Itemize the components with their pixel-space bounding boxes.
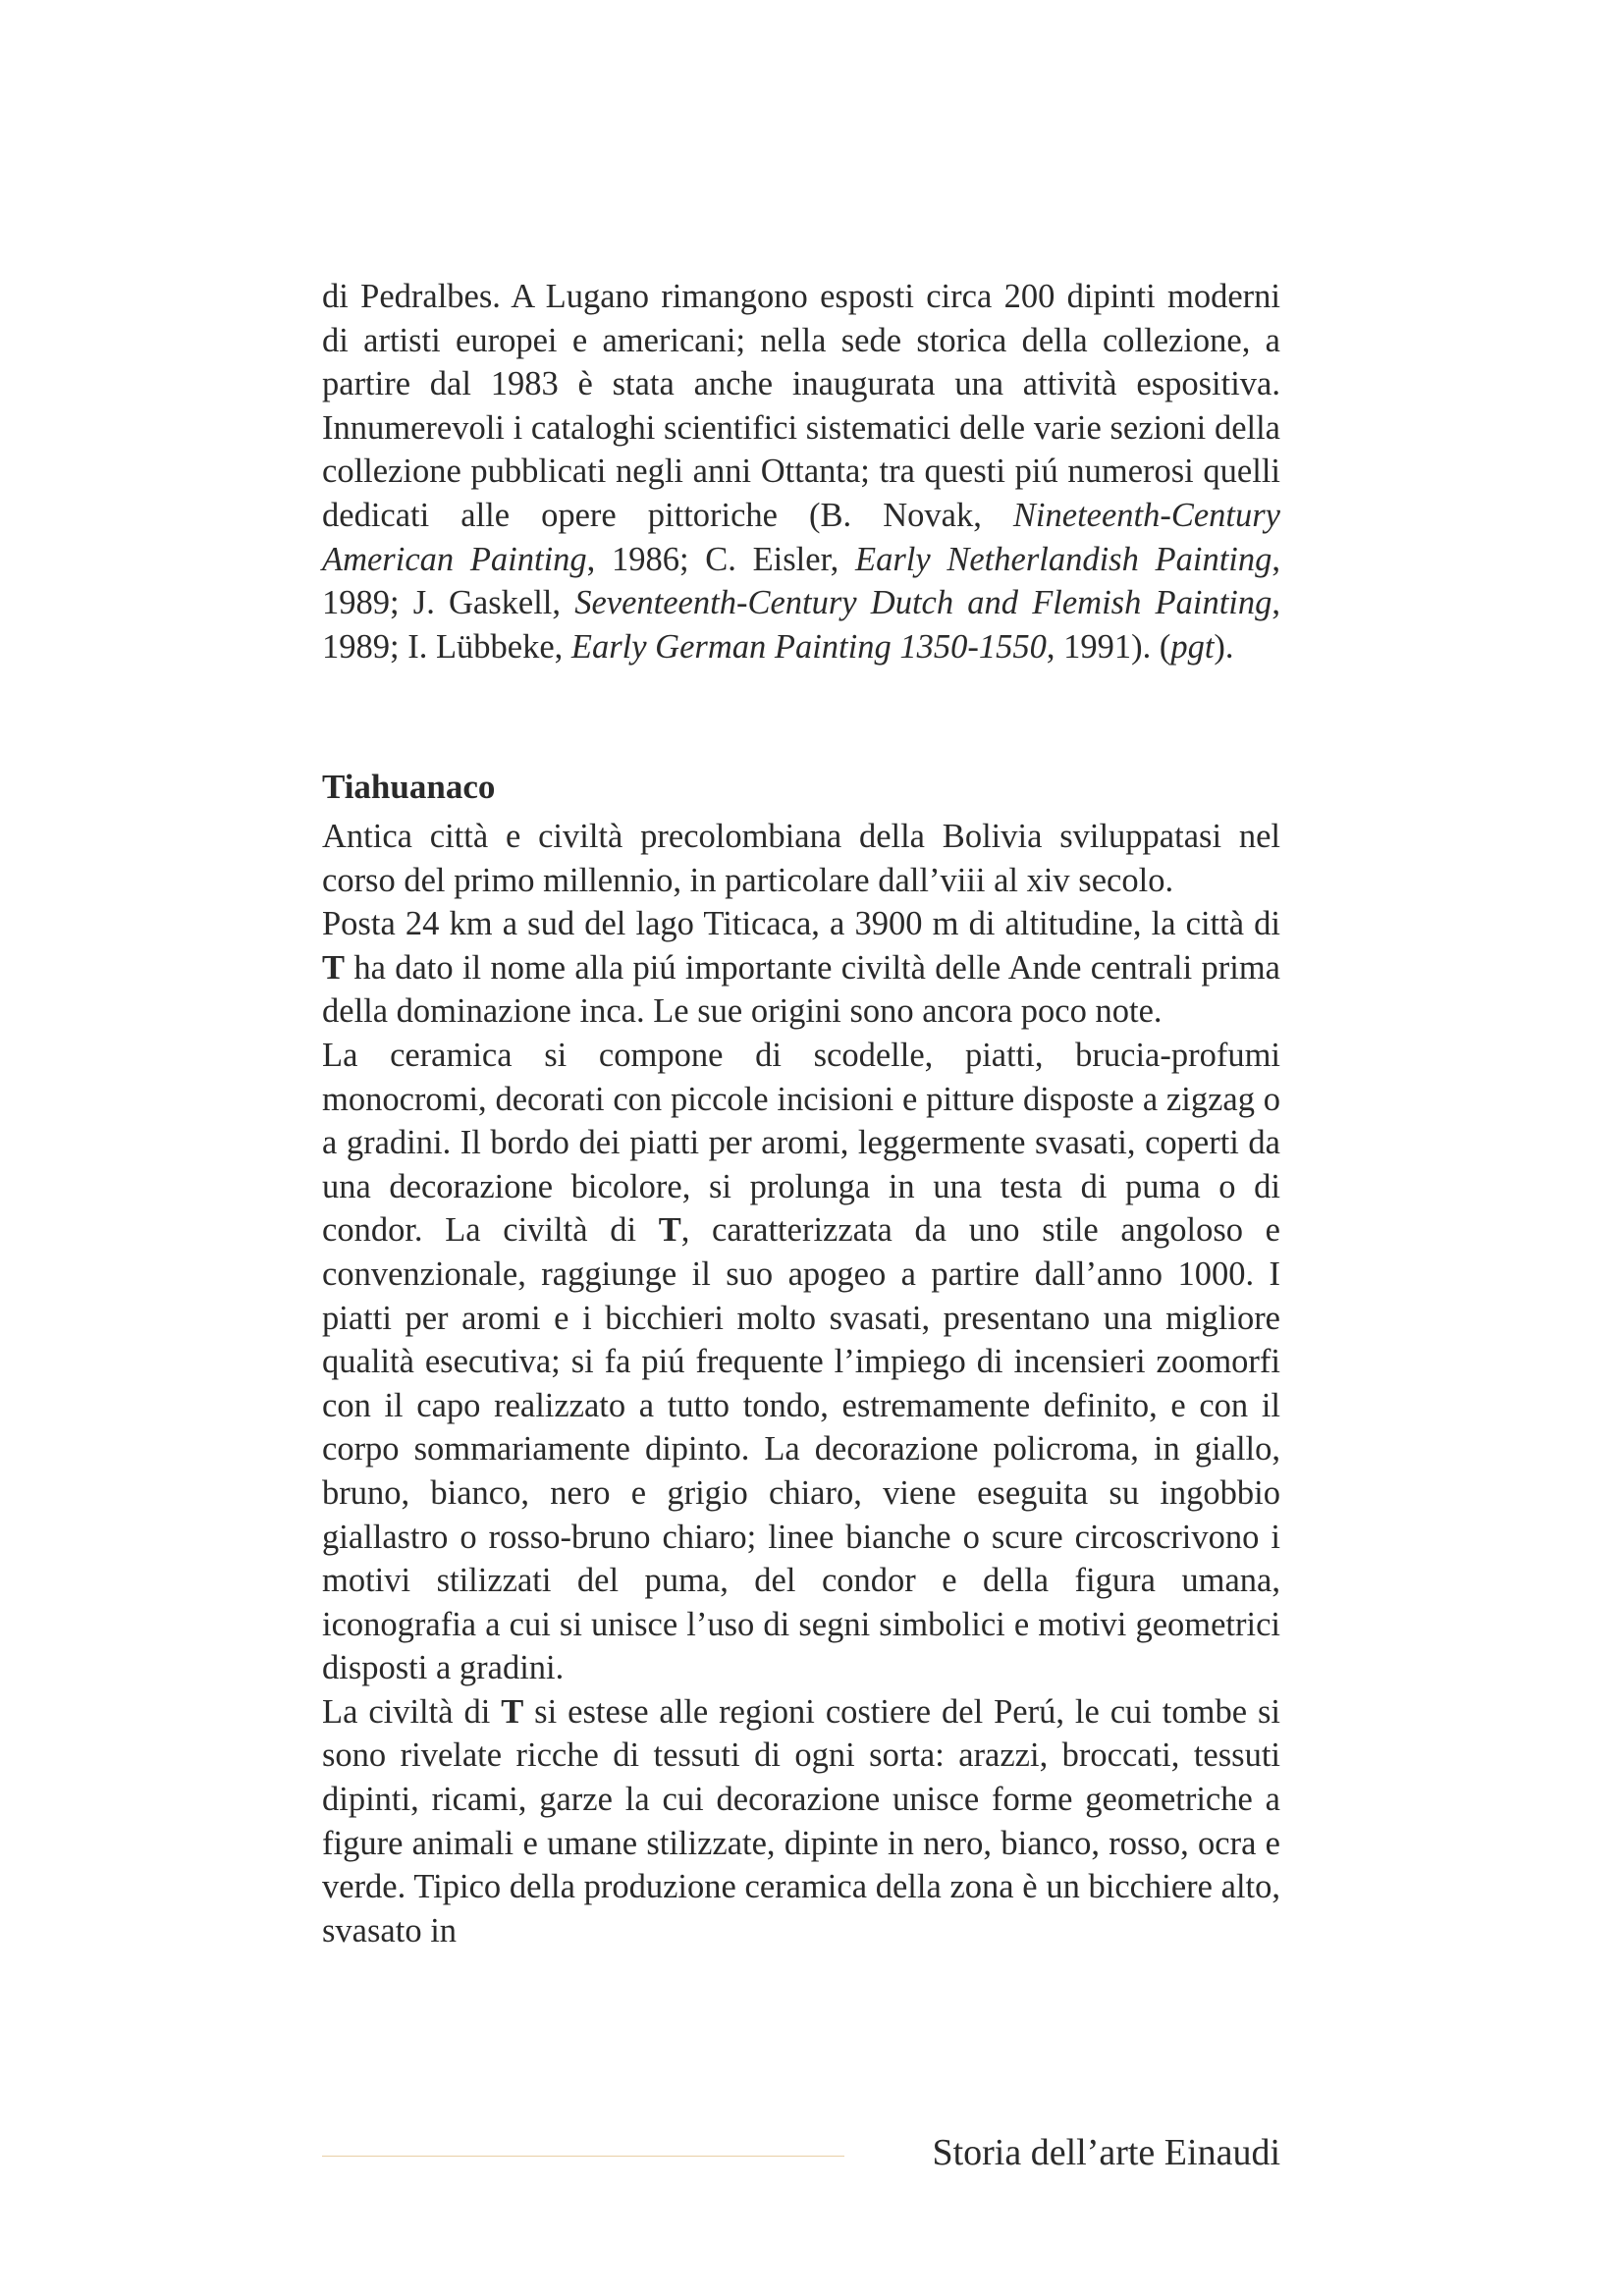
text-run: , 1989; I. Lübbeke,: [322, 584, 1280, 666]
continued-paragraph: [322, 275, 1280, 668]
paragraph-collection-catalogues: [322, 275, 1280, 668]
encyclopedia-entry: [322, 766, 1280, 1952]
text-run: si estese alle regioni costiere del Perú, le cui tombe si sono rivelate ricche di tessuti di ogni sorta: arazzi, broccati, tessuti dipinti, ricami, garze la cui decorazione unisce forme geometriche a figure animali e umane stilizzate, dipinte in nero, bianco, rosso, ocra e verde. Tipico della produzione ceramica della zona è un bicchiere alto, svasato in: [322, 1692, 1280, 1949]
page-footer: [322, 2128, 1280, 2177]
text-run: di Pedralbes. A Lugano rimangono esposti circa 200 dipinti moderni di artisti europei e americani; nella sede storica della collezione, a partire dal 1983 è stata anche inaugurata una attività espositiva. Innumerevoli i cataloghi scientifici sistematici delle varie sezioni della collezione pubblicati negli anni Ottanta; tra questi piú numerosi quelli dedicati alle opere pittoriche (B. Novak,: [322, 278, 1280, 534]
italic-title-run: Nineteenth-Century American Painting: [322, 496, 1280, 578]
entry-paragraph-textiles: [322, 1690, 1280, 1953]
italic-title-run: Seventeenth-Century Dutch and Flemish Painting: [574, 584, 1272, 622]
text-run: Antica città e civiltà precolombiana della Bolivia sviluppatasi nel corso del primo millennio, in particolare dall’viii al xiv secolo.: [322, 818, 1280, 899]
entry-paragraph-ceramics: [322, 1034, 1280, 1690]
entry-paragraph-definition: [322, 815, 1280, 902]
text-run: , 1986; C. Eisler,: [586, 540, 855, 578]
entry-abbreviation: T: [322, 948, 346, 987]
text-run: La ceramica si compone di scodelle, piatti, brucia-profumi monocromi, decorati con piccole incisioni e pitture disposte a zigzag o a gradini. Il bordo dei piatti per aromi, leggermente svasati, coperti da una decorazione bicolore, si prolunga in una testa di puma o di condor. La civiltà di: [322, 1036, 1280, 1250]
text-run: ha dato il nome alla piú importante civiltà delle Ande centrali prima della dominazione inca. Le sue origini sono ancora poco note.: [322, 948, 1280, 1031]
text-run: , 1989; J. Gaskell,: [322, 540, 1280, 622]
footer-rule: [322, 2156, 844, 2157]
entry-paragraph-location: [322, 902, 1280, 1034]
entry-abbreviation: T: [658, 1211, 681, 1250]
text-run: , 1991). (: [1046, 627, 1171, 666]
text-run: Posta 24 km a sud del lago Titicaca, a 3900 m di altitudine, la città di: [322, 905, 1280, 943]
text-run: , caratterizzata da uno stile angoloso e convenzionale, raggiunge il suo apogeo a partire dall’anno 1000. I piatti per aromi e i bicchieri molto svasati, presentano una migliore qualità esecutiva; si fa piú frequente l’impiego di incensieri zoomorfi con il capo realizzato a tutto tondo, estremamente definito, e con il corpo sommariamente dipinto. La decorazione policroma, in giallo, bruno, bianco, nero e grigio chiaro, viene eseguita su ingobbio giallastro o rosso-bruno chiaro; linee bianche o scure circoscrivono i motivi stilizzati del puma, del condor e della figura umana, iconografia a cui si unisce l’uso di segni simbolici e motivi geometrici disposti a gradini.: [322, 1211, 1280, 1687]
entry-title: Tiahuanaco: [322, 768, 496, 806]
text-run: ).: [1214, 627, 1234, 666]
text-run: La civiltà di: [322, 1692, 502, 1731]
entry-abbreviation: T: [501, 1692, 524, 1731]
italic-title-run: Early German Painting 1350-1550: [570, 627, 1047, 666]
italic-title-run: Early Netherlandish Painting: [855, 540, 1272, 578]
author-initials: pgt: [1170, 627, 1215, 666]
footer-title: Storia dell’arte Einaudi: [932, 2132, 1280, 2173]
